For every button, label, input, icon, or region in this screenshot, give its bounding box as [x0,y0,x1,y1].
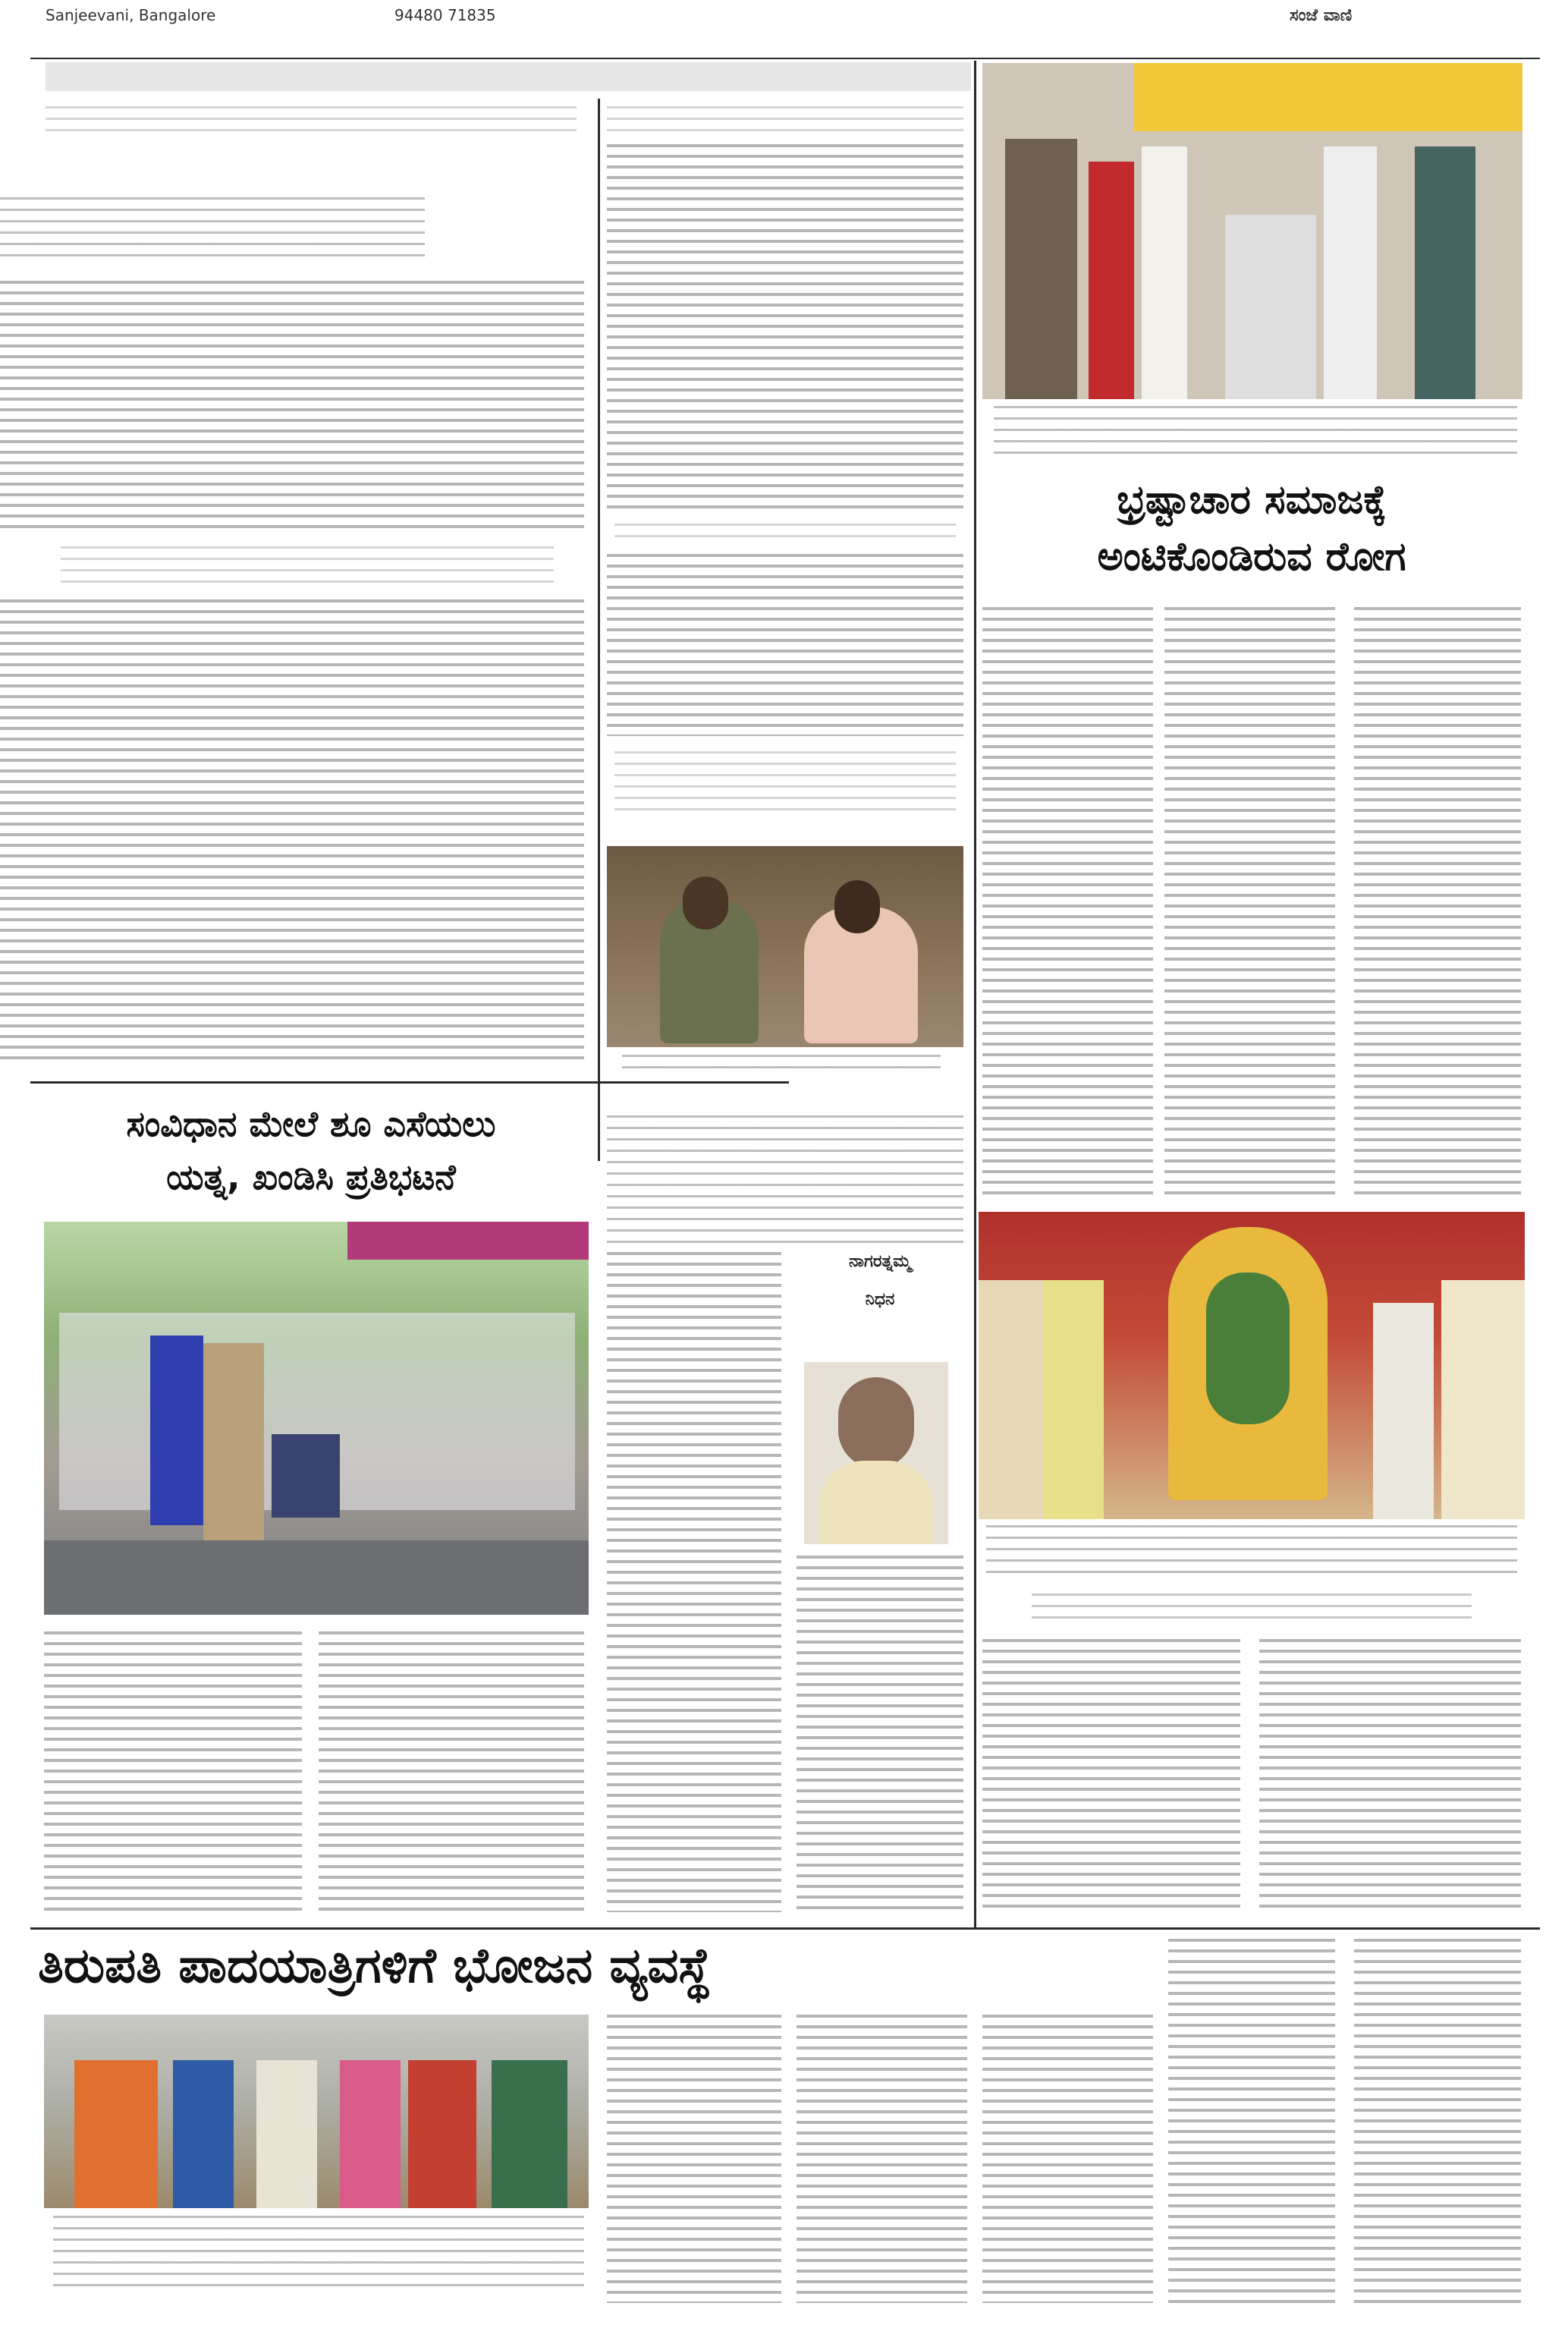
article-body [982,607,1153,1199]
column-rule [598,99,600,1161]
photo-award-ceremony [982,63,1522,399]
obituary-label: ನಿಧನ [865,1290,895,1309]
obituary-name: ನಾಗರತ್ನಮ್ಮ [848,1252,912,1271]
article-heading-faded [61,546,554,584]
corruption-headline-line1: ಭ್ರಷ್ಟಾಚಾರ ಸಮಾಜಕ್ಕೆ [1117,477,1387,523]
article-body [1168,1939,1335,2303]
corruption-headline-line2: ಅಂಟಿಕೊಂಡಿರುವ ರೋಗ [1097,534,1406,580]
article-body [0,599,584,1062]
article-heading-faded [46,106,577,137]
article-body [607,554,963,736]
masthead-phone: 94480 71835 [394,6,496,24]
article-heading-faded [0,197,425,258]
photo-obituary [804,1362,948,1544]
article-heading-faded [614,524,956,546]
article-heading-faded [614,751,956,812]
article-body [982,1639,1240,1912]
photo-caption [994,406,1517,459]
masthead-rule [30,58,1540,59]
article-body [44,1631,302,1912]
masthead-band [46,62,971,91]
protest-headline-line1: ಸಂವಿಧಾನ ಮೇಲೆ ಶೂ ಎಸೆಯಲು [126,1103,496,1144]
photo-tirupati-group [44,2015,589,2208]
article-body [607,2015,781,2303]
article-body [607,144,963,508]
article-body [797,1556,963,1912]
article-body [982,2015,1153,2303]
article-heading-faded [607,106,963,137]
article-body [1259,1639,1521,1912]
photo-two-men [607,846,963,1047]
photo-caption [622,1055,941,1078]
article-body [319,1631,584,1912]
article-subheading [1032,1594,1472,1624]
column-rule [974,61,976,1927]
article-body [1164,607,1335,1199]
article-body [607,1115,963,1244]
photo-caption [53,2216,584,2288]
article-body [797,2015,967,2303]
protest-headline-line2: ಯತ್ನ, ಖಂಡಿಸಿ ಪ್ರತಿಭಟನೆ [166,1156,456,1197]
article-body [607,1252,781,1912]
photo-protest [44,1222,589,1615]
section-rule [30,1927,1540,1930]
article-body [1354,1939,1521,2303]
masthead-page-label: ಸಂಜೆ ವಾಣಿ [1290,6,1353,25]
photo-caption [986,1525,1517,1578]
article-body [1354,607,1521,1199]
section-rule [30,1081,789,1084]
article-body [0,281,584,531]
masthead-publication: Sanjeevani, Bangalore [46,6,216,24]
tirupati-headline: ತಿರುಪತಿ ಪಾದಯಾತ್ರಿಗಳಿಗೆ ಭೋಜನ ವ್ಯವಸ್ಥೆ [38,1938,712,1994]
photo-temple [979,1212,1525,1519]
